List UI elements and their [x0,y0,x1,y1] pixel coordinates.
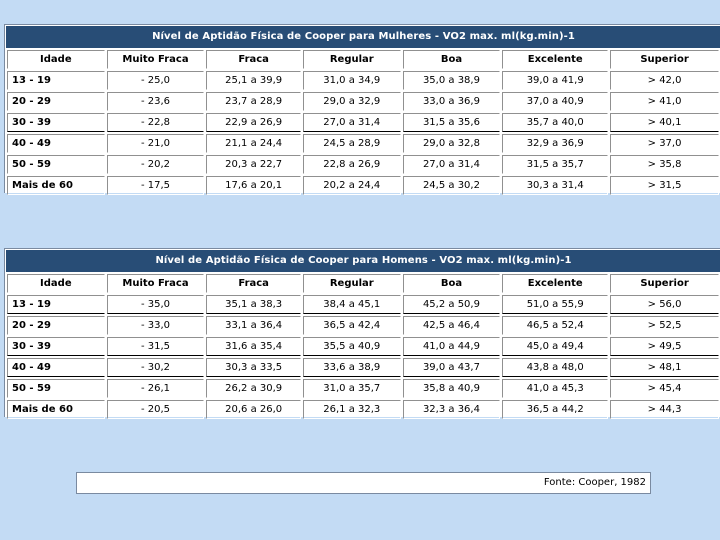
table-cell: 20,3 a 22,7 [206,155,301,174]
table-cell: 24,5 a 28,9 [303,134,401,153]
table-cell: > 35,8 [610,155,719,174]
table-cell: - 35,0 [107,295,205,314]
table-cell: 27,0 a 31,4 [303,113,401,132]
table-cell: > 56,0 [610,295,719,314]
table-cell: 33,0 a 36,9 [403,92,501,111]
age-cell: Mais de 60 [7,176,105,195]
women-table-panel [4,24,720,193]
table-cell: 30,3 a 33,5 [206,358,301,377]
table-cell: 41,0 a 45,3 [502,379,608,398]
age-cell: 50 - 59 [7,379,105,398]
table-row [7,176,719,195]
table-cell: > 48,1 [610,358,719,377]
table-cell: 41,0 a 44,9 [403,337,501,356]
table-cell: 25,1 a 39,9 [206,71,301,90]
age-cell: 40 - 49 [7,134,105,153]
table-row [7,295,719,314]
table-cell: 39,0 a 43,7 [403,358,501,377]
column-header: Regular [303,274,401,293]
table-cell: - 26,1 [107,379,205,398]
age-cell: 50 - 59 [7,155,105,174]
table-cell: > 37,0 [610,134,719,153]
table-cell: 26,2 a 30,9 [206,379,301,398]
table-cell: 38,4 a 45,1 [303,295,401,314]
table-cell: > 52,5 [610,316,719,335]
table-cell: 20,6 a 26,0 [206,400,301,419]
age-cell: 30 - 39 [7,337,105,356]
table-cell: 35,7 a 40,0 [502,113,608,132]
age-cell: 20 - 29 [7,92,105,111]
men-fitness-table [5,272,720,421]
age-cell: Mais de 60 [7,400,105,419]
table-cell: > 42,0 [610,71,719,90]
table-cell: 20,2 a 24,4 [303,176,401,195]
men-table-panel [4,248,720,417]
table-row [7,155,719,174]
table-cell: - 30,2 [107,358,205,377]
column-header: Boa [403,274,501,293]
women-fitness-table [5,48,720,197]
table-cell: 39,0 a 41,9 [502,71,608,90]
table-cell: 36,5 a 44,2 [502,400,608,419]
column-header: Regular [303,50,401,69]
age-cell: 20 - 29 [7,316,105,335]
table-cell: 31,6 a 35,4 [206,337,301,356]
table-cell: 42,5 a 46,4 [403,316,501,335]
age-cell: 13 - 19 [7,295,105,314]
column-header: Muito Fraca [107,274,205,293]
table-cell: 21,1 a 24,4 [206,134,301,153]
table-cell: - 33,0 [107,316,205,335]
table-cell: > 41,0 [610,92,719,111]
column-header: Fraca [206,50,301,69]
table-cell: 35,1 a 38,3 [206,295,301,314]
table-cell: 23,7 a 28,9 [206,92,301,111]
column-header: Superior [610,274,719,293]
table-row [7,337,719,356]
column-header: Excelente [502,50,608,69]
table-cell: 31,5 a 35,6 [403,113,501,132]
table-cell: 27,0 a 31,4 [403,155,501,174]
column-header: Idade [7,50,105,69]
table-cell: 37,0 a 40,9 [502,92,608,111]
table-cell: 35,5 a 40,9 [303,337,401,356]
column-header: Muito Fraca [107,50,205,69]
table-header-row [7,274,719,293]
table-cell: - 20,2 [107,155,205,174]
table-cell: 35,0 a 38,9 [403,71,501,90]
table-row [7,379,719,398]
table-cell: - 22,8 [107,113,205,132]
column-header: Boa [403,50,501,69]
table-cell: 31,5 a 35,7 [502,155,608,174]
source-citation: Fonte: Cooper, 1982 [76,472,651,494]
table-cell: - 31,5 [107,337,205,356]
table-cell: 46,5 a 52,4 [502,316,608,335]
table-cell: 51,0 a 55,9 [502,295,608,314]
table-cell: 36,5 a 42,4 [303,316,401,335]
men-table-title: Nível de Aptidão Física de Cooper para Homens - VO2 max. ml(kg.min)-1 [6,250,720,272]
table-cell: > 40,1 [610,113,719,132]
table-cell: 31,0 a 35,7 [303,379,401,398]
table-cell: 33,6 a 38,9 [303,358,401,377]
table-cell: - 23,6 [107,92,205,111]
table-row [7,134,719,153]
table-cell: 29,0 a 32,9 [303,92,401,111]
table-row [7,400,719,419]
column-header: Excelente [502,274,608,293]
age-cell: 30 - 39 [7,113,105,132]
table-cell: > 31,5 [610,176,719,195]
table-row [7,113,719,132]
table-header-row [7,50,719,69]
table-cell: 26,1 a 32,3 [303,400,401,419]
table-cell: 17,6 a 20,1 [206,176,301,195]
age-cell: 40 - 49 [7,358,105,377]
table-cell: 32,9 a 36,9 [502,134,608,153]
table-row [7,358,719,377]
column-header: Superior [610,50,719,69]
table-cell: - 20,5 [107,400,205,419]
table-cell: 33,1 a 36,4 [206,316,301,335]
table-cell: - 25,0 [107,71,205,90]
table-cell: 22,9 a 26,9 [206,113,301,132]
table-cell: 45,2 a 50,9 [403,295,501,314]
table-row [7,71,719,90]
table-cell: > 49,5 [610,337,719,356]
table-cell: 30,3 a 31,4 [502,176,608,195]
table-cell: 31,0 a 34,9 [303,71,401,90]
table-cell: 29,0 a 32,8 [403,134,501,153]
table-row [7,92,719,111]
table-cell: 45,0 a 49,4 [502,337,608,356]
women-table-title: Nível de Aptidão Física de Cooper para Mulheres - VO2 max. ml(kg.min)-1 [6,26,720,48]
table-cell: 22,8 a 26,9 [303,155,401,174]
column-header: Fraca [206,274,301,293]
table-cell: 24,5 a 30,2 [403,176,501,195]
table-cell: - 17,5 [107,176,205,195]
table-cell: 35,8 a 40,9 [403,379,501,398]
table-cell: 43,8 a 48,0 [502,358,608,377]
table-cell: > 44,3 [610,400,719,419]
table-cell: > 45,4 [610,379,719,398]
table-cell: - 21,0 [107,134,205,153]
table-row [7,316,719,335]
column-header: Idade [7,274,105,293]
age-cell: 13 - 19 [7,71,105,90]
table-cell: 32,3 a 36,4 [403,400,501,419]
